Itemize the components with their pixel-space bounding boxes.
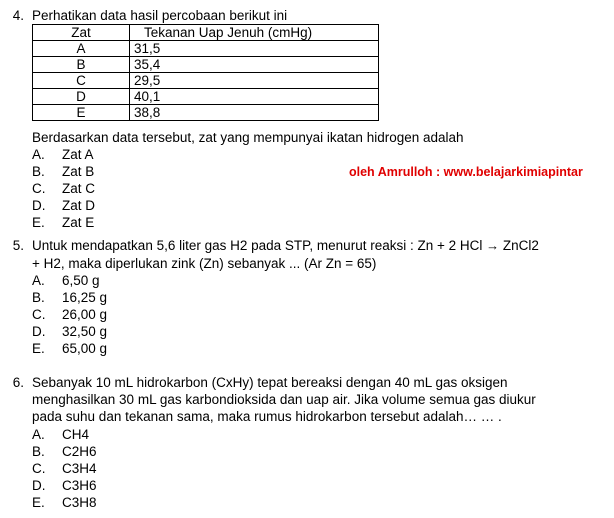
table-cell: B bbox=[33, 57, 130, 73]
option-text: 26,00 g bbox=[62, 307, 108, 322]
option-text: C3H8 bbox=[62, 495, 97, 510]
option-letter: B. bbox=[32, 444, 45, 459]
q5-line-2: + H2, maka diperlukan zink (Zn) sebanyak ... (Ar Zn = 65) bbox=[32, 256, 377, 271]
option-letter: B. bbox=[32, 290, 45, 305]
q5-number: 5. bbox=[12, 238, 24, 253]
table-cell: 40,1 bbox=[130, 89, 379, 105]
q6-number: 6. bbox=[12, 375, 24, 390]
q6-line-2: menghasilkan 30 mL gas karbondioksida dan uap air. Jika volume semua gas diukur bbox=[32, 392, 536, 407]
option-letter: C. bbox=[32, 461, 46, 476]
q4-data-table bbox=[32, 24, 379, 121]
option-text: Zat B bbox=[62, 164, 95, 179]
table-row bbox=[33, 57, 379, 73]
option-letter: C. bbox=[32, 181, 46, 196]
table-header-cell: Tekanan Uap Jenuh (cmHg) bbox=[130, 25, 379, 41]
option-letter: C. bbox=[32, 307, 46, 322]
q6-line-3: pada suhu dan tekanan sama, maka rumus hidrokarbon tersebut adalah… … . bbox=[32, 409, 502, 424]
table-cell: D bbox=[33, 89, 130, 105]
option-text: C2H6 bbox=[62, 444, 97, 459]
table-cell: E bbox=[33, 105, 130, 121]
table-cell: A bbox=[33, 41, 130, 57]
table-cell: 35,4 bbox=[130, 57, 379, 73]
option-text: 32,50 g bbox=[62, 324, 108, 339]
table-row bbox=[33, 105, 379, 121]
option-text: Zat E bbox=[62, 215, 95, 230]
option-letter: B. bbox=[32, 164, 45, 179]
option-text: C3H4 bbox=[62, 461, 97, 476]
option-letter: A. bbox=[32, 273, 45, 288]
option-text: 16,25 g bbox=[62, 290, 108, 305]
option-letter: A. bbox=[32, 427, 45, 442]
option-letter: A. bbox=[32, 147, 45, 162]
q5-line-1-text: Untuk mendapatkan 5,6 liter gas H2 pada STP, menurut reaksi : Zn + 2 HCl bbox=[32, 238, 487, 253]
author-credit: oleh Amrulloh : www.belajarkimiapintar bbox=[349, 165, 583, 179]
option-letter: E. bbox=[32, 341, 45, 356]
option-text: C3H6 bbox=[62, 478, 97, 493]
table-cell: 31,5 bbox=[130, 41, 379, 57]
q4-prompt: Perhatikan data hasil percobaan berikut ini bbox=[32, 8, 288, 23]
option-letter: D. bbox=[32, 198, 46, 213]
option-text: 6,50 g bbox=[62, 273, 100, 288]
table-header-cell: Zat bbox=[33, 25, 130, 41]
option-letter: D. bbox=[32, 478, 46, 493]
option-text: Zat A bbox=[62, 147, 94, 162]
q6-line-1: Sebanyak 10 mL hidrokarbon (CxHy) tepat bereaksi dengan 40 mL gas oksigen bbox=[32, 375, 508, 390]
option-text: CH4 bbox=[62, 427, 90, 442]
table-cell: 29,5 bbox=[130, 73, 379, 89]
reaction-arrow-icon: → bbox=[486, 238, 500, 253]
table-header-row bbox=[33, 25, 379, 41]
table-row bbox=[33, 41, 379, 57]
option-text: Zat C bbox=[62, 181, 96, 196]
option-text: Zat D bbox=[62, 198, 96, 213]
q4-number: 4. bbox=[12, 8, 24, 23]
table-cell: 38,8 bbox=[130, 105, 379, 121]
table-cell: C bbox=[33, 73, 130, 89]
option-text: 65,00 g bbox=[62, 341, 108, 356]
option-letter: E. bbox=[32, 495, 45, 510]
q4-question: Berdasarkan data tersebut, zat yang mempunyai ikatan hidrogen adalah bbox=[32, 130, 464, 145]
q5-line-1 bbox=[32, 238, 539, 254]
option-letter: D. bbox=[32, 324, 46, 339]
table-row bbox=[33, 89, 379, 105]
q5-line-1-product: ZnCl2 bbox=[499, 238, 539, 253]
table-row bbox=[33, 73, 379, 89]
option-letter: E. bbox=[32, 215, 45, 230]
